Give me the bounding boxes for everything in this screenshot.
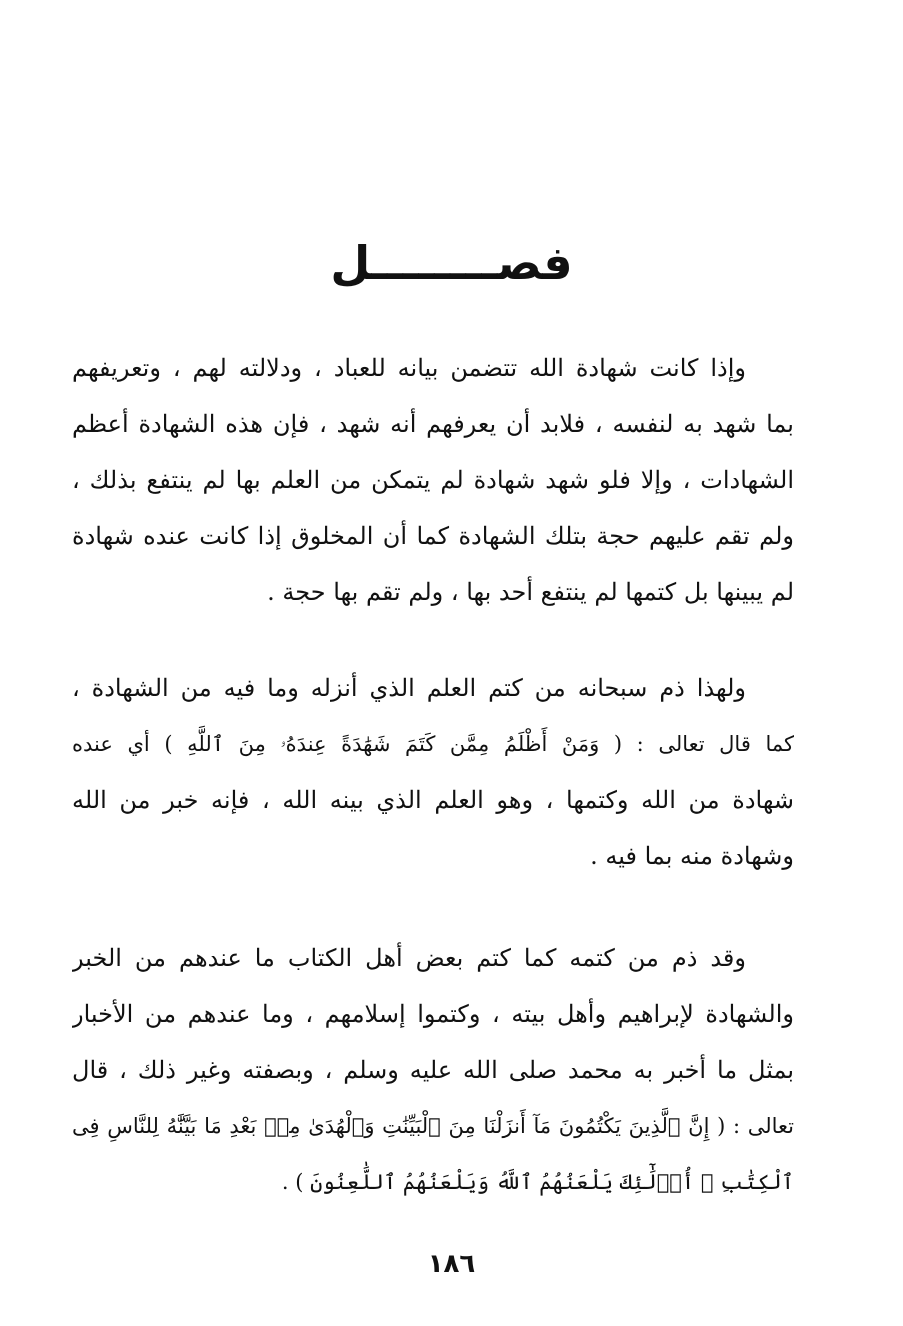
section-heading: فصــــــــل — [330, 236, 573, 290]
paragraph-line-quran-verse: ٱلْكِتَٰبِ ۙ أُو۟لَٰٓئِكَ يَلْعَنُهُمُ ٱللَّهُ وَيَلْعَنُهُمُ ٱللَّٰعِنُونَ ) . — [281, 1170, 794, 1194]
paragraph-line: بما شهد به لنفسه ، فلابد أن يعرفهم أنه شهد ، فإن هذه الشهادة أعظم — [72, 410, 794, 438]
paragraph-line-quran-verse: تعالى : ( إِنَّ ٱلَّذِينَ يَكْتُمُونَ مَآ أَنزَلْنَا مِنَ ٱلْبَيِّنَٰتِ وَٱلْهُدَىٰ مِنۢ بَعْدِ مَا بَيَّنَّٰهُ لِلنَّاسِ فِى — [72, 1114, 794, 1138]
paragraph-line: الشهادات ، وإلا فلو شهد شهادة لم يتمكن من العلم بها لم ينتفع بذلك ، — [72, 466, 794, 494]
paragraph-3 — [72, 930, 794, 1210]
paragraph-line: والشهادة لإبراهيم وأهل بيته ، وكتموا إسلامهم ، وما عندهم من الأخبار — [72, 1000, 794, 1028]
paragraph-1 — [72, 340, 794, 620]
page-number: ١٨٦ — [427, 1249, 476, 1279]
paragraph-line: وشهادة منه بما فيه . — [590, 842, 794, 870]
paragraph-line: بمثل ما أخبر به محمد صلى الله عليه وسلم ، وبصفته وغير ذلك ، قال — [72, 1056, 794, 1084]
paragraph-line: ولم تقم عليهم حجة بتلك الشهادة كما أن المخلوق إذا كانت عنده شهادة — [72, 522, 794, 550]
paragraph-line: لم يبينها بل كتمها لم ينتفع أحد بها ، ولم تقم بها حجة . — [267, 578, 794, 606]
paragraph-line: شهادة من الله وكتمها ، وهو العلم الذي بينه الله ، فإنه خبر من الله — [72, 786, 794, 814]
paragraph-line: وقد ذم من كتمه كما كتم بعض أهل الكتاب ما عندهم من الخبر — [72, 944, 746, 972]
paragraph-line: ولهذا ذم سبحانه من كتم العلم الذي أنزله وما فيه من الشهادة ، — [72, 674, 746, 702]
paragraph-line-quran-verse: كما قال تعالى : ( وَمَنْ أَظْلَمُ مِمَّن كَتَمَ شَهَٰدَةً عِندَهُۥ مِنَ ٱللَّهِ ) أي عنده — [72, 732, 794, 756]
paragraph-2 — [72, 660, 794, 884]
paragraph-line: وإذا كانت شهادة الله تتضمن بيانه للعباد ، ودلالته لهم ، وتعريفهم — [72, 354, 746, 382]
